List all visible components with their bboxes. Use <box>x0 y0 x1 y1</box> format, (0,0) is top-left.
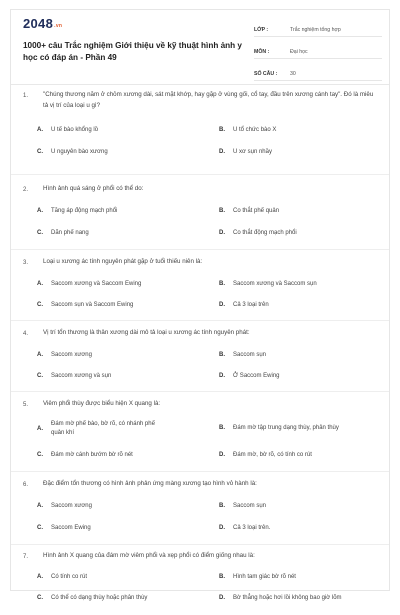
answer-option[interactable] <box>219 229 379 238</box>
answer-option[interactable] <box>37 420 187 437</box>
option-letter: D. <box>219 452 225 459</box>
option-text: Có tính co rút <box>51 574 88 580</box>
meta-value: 30 <box>290 71 296 77</box>
option-letter: C. <box>37 230 43 237</box>
option-letter: C. <box>37 373 43 380</box>
option-text: Saccom xương và Saccom Ewing <box>51 281 142 287</box>
answer-option[interactable] <box>219 594 387 603</box>
question-item <box>11 545 389 615</box>
option-letter: D. <box>219 595 225 602</box>
question-text: Loại u xương ác tính nguyên phát gặp ở tuổi thiếu niên là: <box>43 258 203 265</box>
option-text: Đám mờ, bờ rõ, có tính co rút <box>233 452 312 458</box>
answer-option[interactable] <box>219 351 379 360</box>
option-letter: D. <box>219 525 225 532</box>
answer-option[interactable] <box>219 573 384 582</box>
option-letter: C. <box>37 302 43 309</box>
question-text: Hình ảnh X quang của đám mờ viêm phổi và xẹp phổi có điểm giống nhau là: <box>43 552 255 559</box>
option-letter: D. <box>219 373 225 380</box>
meta-value: Trắc nghiệm tổng hợp <box>290 27 341 33</box>
answer-option[interactable] <box>37 451 197 460</box>
option-text: Saccom xương và Saccom sụn <box>233 281 317 287</box>
option-letter: A. <box>37 352 43 359</box>
question-item <box>11 321 389 392</box>
answer-option[interactable] <box>219 148 379 157</box>
option-letter: B. <box>219 503 225 510</box>
option-letter: A. <box>37 281 43 288</box>
meta-row-class <box>254 18 382 37</box>
option-text: Co thắt phế quản <box>233 208 280 214</box>
answer-option[interactable] <box>37 229 197 238</box>
option-letter: C. <box>37 149 43 156</box>
option-text: Tăng áp động mạch phổi <box>51 208 118 214</box>
worksheet-meta <box>254 18 382 84</box>
answer-option[interactable] <box>37 148 197 157</box>
option-letter: B. <box>219 281 225 288</box>
meta-label: LỚP : <box>254 27 269 33</box>
question-item <box>11 392 389 472</box>
answer-option[interactable] <box>219 424 384 433</box>
option-text: U nguyên bào xương <box>51 149 108 155</box>
answer-option[interactable] <box>37 301 197 310</box>
option-letter: D. <box>219 149 225 156</box>
option-text: Đám mờ tập trung dạng thùy, phân thùy <box>233 425 339 431</box>
option-letter: C. <box>37 452 43 459</box>
question-number: 4. <box>23 331 29 337</box>
question-text: Hình ảnh quá sáng ở phổi có thể do: <box>43 185 144 192</box>
answer-option[interactable] <box>37 126 197 135</box>
question-text: Viêm phổi thùy được biểu hiện X quang là: <box>43 400 161 407</box>
answer-option[interactable] <box>37 280 197 289</box>
answer-option[interactable] <box>37 351 197 360</box>
option-text: Bờ thẳng hoặc hơi lồi không bao giờ lõm <box>233 595 342 601</box>
option-letter: B. <box>219 127 225 134</box>
option-letter: B. <box>219 352 225 359</box>
option-letter: A. <box>37 425 43 432</box>
question-item <box>11 84 389 175</box>
answer-option[interactable] <box>219 126 379 135</box>
answer-option[interactable] <box>37 502 197 511</box>
option-text: Đám mờ cánh bướm bờ rõ nét <box>51 452 133 458</box>
question-text: "Chúng thương năm ở chỏm xương dài, sát mặt khớp, hay gặp ở vùng gối, cổ tay, đầu trên xương cánh tay". Đó là miêu tả vị trí của loại u gì? <box>43 91 374 109</box>
option-letter: B. <box>219 574 225 581</box>
option-text: Saccom sụn và Saccom Ewing <box>51 302 134 308</box>
logo-suffix: .vn <box>54 23 63 29</box>
option-letter: A. <box>37 208 43 215</box>
option-letter: D. <box>219 230 225 237</box>
answer-option[interactable] <box>219 207 379 216</box>
option-text: Saccom Ewing <box>51 525 91 531</box>
question-item <box>11 250 389 321</box>
answer-option[interactable] <box>37 524 197 533</box>
answer-option[interactable] <box>219 280 379 289</box>
question-number: 2. <box>23 187 29 193</box>
option-letter: C. <box>37 595 43 602</box>
question-item <box>11 472 389 545</box>
option-letter: A. <box>37 503 43 510</box>
question-item <box>11 175 389 250</box>
worksheet-title: 1000+ câu Trắc nghiệm Giới thiệu về kỹ thuật hình ảnh y học có đáp án - Phần 49 <box>23 41 242 62</box>
option-text: Ở Saccom Ewing <box>233 373 280 379</box>
option-letter: B. <box>219 208 225 215</box>
option-text: Cả 3 loại trên. <box>233 525 271 531</box>
worksheet-header <box>11 10 389 85</box>
meta-label: MÔN : <box>254 49 270 55</box>
option-letter: A. <box>37 127 43 134</box>
option-text: Saccom sụn <box>233 352 267 358</box>
answer-option[interactable] <box>219 451 384 460</box>
option-text: Đám mờ phế bào, bờ rõ, có nhánh phế quản khí <box>51 421 155 436</box>
meta-label: SỐ CÂU : <box>254 71 278 77</box>
question-number: 3. <box>23 260 29 266</box>
answer-option[interactable] <box>219 301 379 310</box>
option-text: Co thắt động mạch phổi <box>233 230 297 236</box>
answer-option[interactable] <box>37 573 207 582</box>
question-number: 6. <box>23 482 29 488</box>
site-logo[interactable]: 2048.vn <box>23 16 63 31</box>
option-text: Saccom sụn <box>233 503 267 509</box>
option-text: Saccom xương và sụn <box>51 373 112 379</box>
option-text: Dãn phế nang <box>51 230 89 236</box>
answer-option[interactable] <box>37 207 197 216</box>
question-list <box>11 84 389 615</box>
answer-option[interactable] <box>37 372 197 381</box>
question-text: Vị trí tổn thương là thân xương dài mô tả loại u xương ác tính nguyên phát: <box>43 329 250 336</box>
option-text: U xơ sụn nhầy <box>233 149 272 155</box>
option-text: U tế bào khổng lồ <box>51 127 99 133</box>
option-text: Saccom xương <box>51 352 92 358</box>
answer-option[interactable] <box>219 372 379 381</box>
answer-option[interactable] <box>219 502 379 511</box>
answer-option[interactable] <box>37 594 212 603</box>
option-text: Saccom xương <box>51 503 92 509</box>
option-text: Có thể có dạng thùy hoặc phân thùy <box>51 595 148 601</box>
option-letter: C. <box>37 525 43 532</box>
meta-row-count <box>254 62 382 81</box>
option-letter: A. <box>37 574 43 581</box>
option-text: Hình tam giác bờ rõ nét <box>233 574 296 580</box>
option-letter: D. <box>219 302 225 309</box>
question-number: 1. <box>23 93 29 99</box>
question-text: Đặc điểm tổn thương có hình ảnh phản ứng màng xương tạo hình vỏ hành là: <box>43 480 257 487</box>
option-text: Cả 3 loại trên <box>233 302 269 308</box>
option-letter: B. <box>219 425 225 432</box>
meta-value: Đại học <box>290 49 308 55</box>
question-number: 7. <box>23 554 29 560</box>
question-number: 5. <box>23 402 29 408</box>
meta-row-subject <box>254 40 382 59</box>
worksheet-page <box>10 9 390 602</box>
answer-option[interactable] <box>219 524 379 533</box>
option-text: U tổ chức bào X <box>233 127 277 133</box>
